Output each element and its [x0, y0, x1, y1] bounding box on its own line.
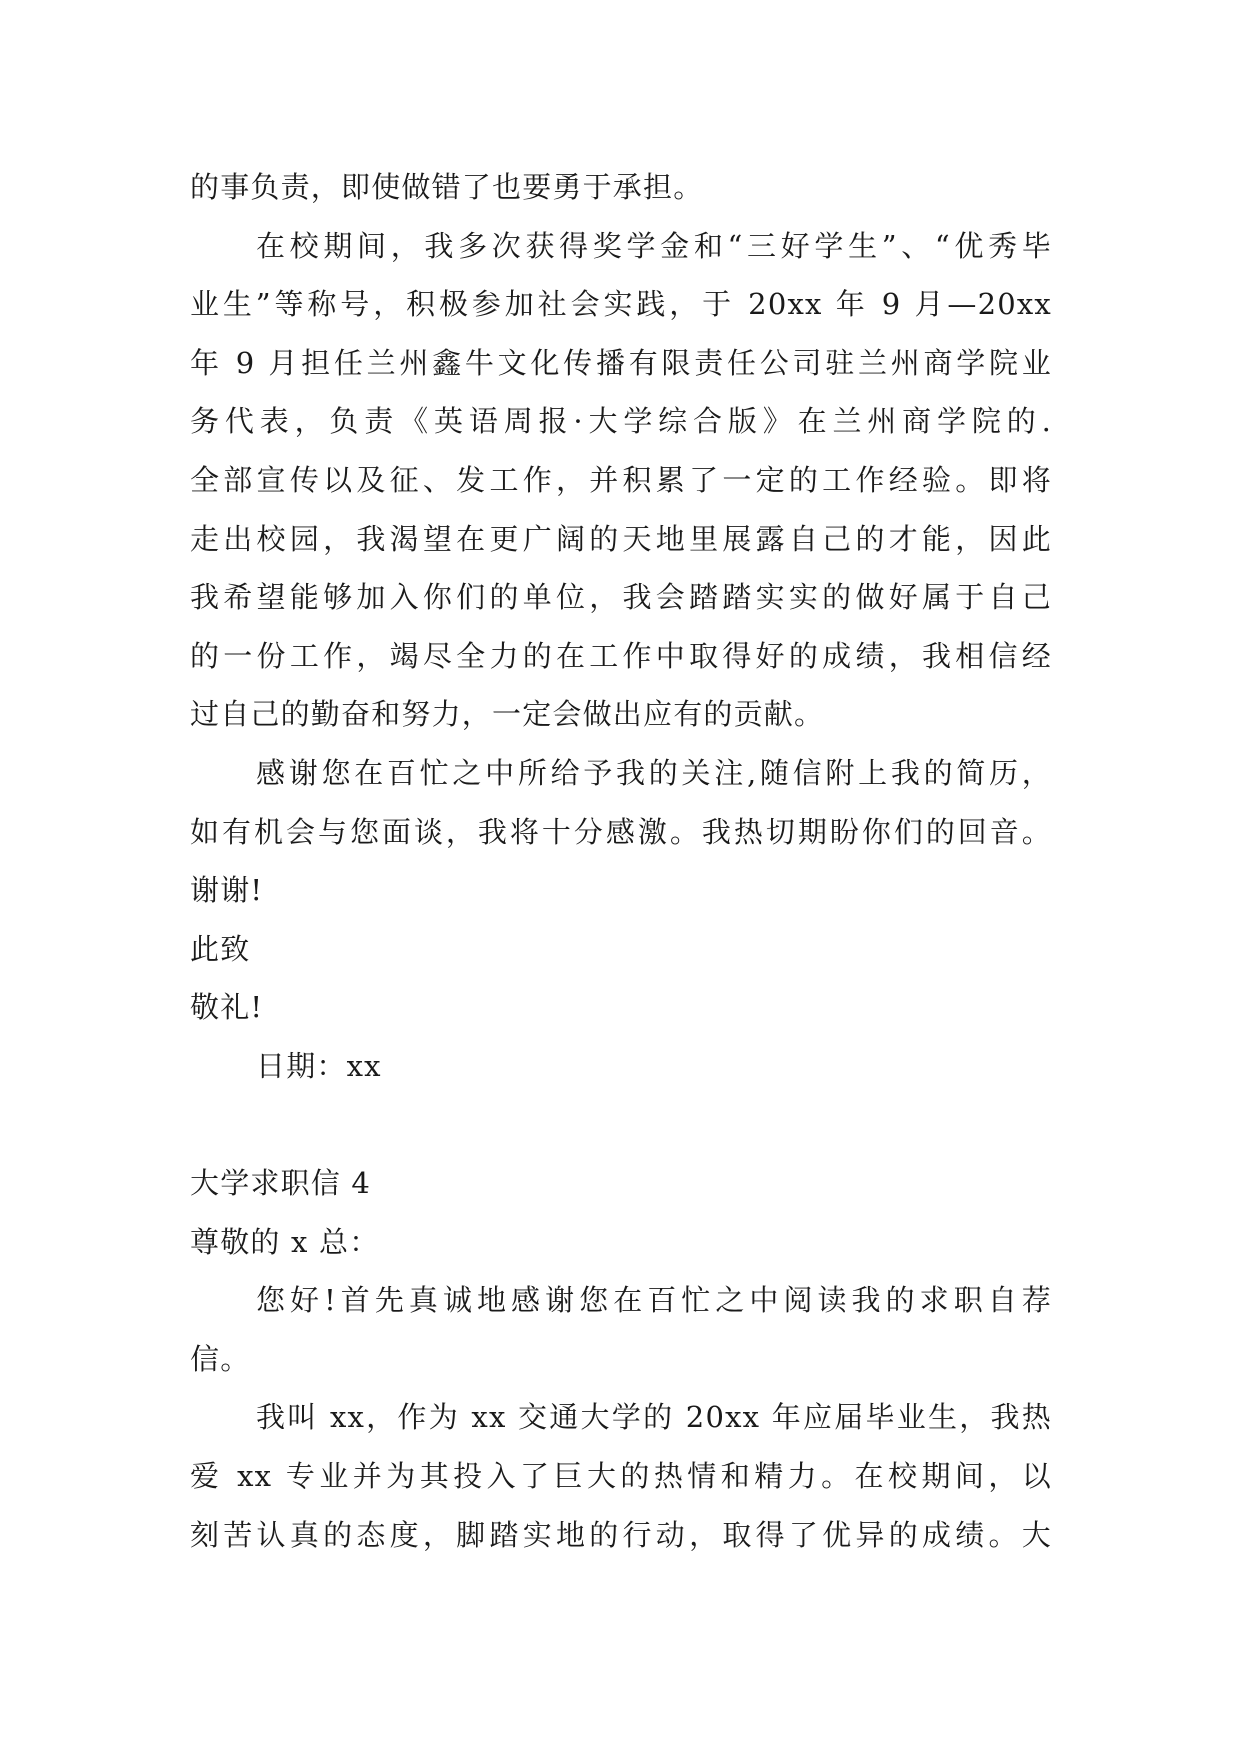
- text-line: 我希望能够加入你们的单位，我会踏踏实实的做好属于自己: [190, 580, 1052, 615]
- text-line: 刻苦认真的态度，脚踏实地的行动，取得了优异的成绩。大: [190, 1517, 1052, 1552]
- text-line: 您好!首先真诚地感谢您在百忙之中阅读我的求职自荐: [256, 1283, 1052, 1318]
- text-line: 业生”等称号，积极参加社会实践，于 20xx 年 9 月—20xx: [190, 287, 1052, 322]
- text-line: 全部宣传以及征、发工作，并积累了一定的工作经验。即将: [190, 462, 1052, 497]
- text-line: 年 9 月担任兰州鑫牛文化传播有限责任公司驻兰州商学院业: [190, 345, 1052, 380]
- text-line: 信。: [190, 1341, 251, 1376]
- document-page: [190, 158, 1052, 1564]
- text-line: 走出校园，我渴望在更广阔的天地里展露自己的才能，因此: [190, 521, 1052, 556]
- text-line: 此致: [190, 931, 251, 966]
- text-line: 的一份工作，竭尽全力的在工作中取得好的成绩，我相信经: [190, 638, 1052, 673]
- text-line: 过自己的勤奋和努力，一定会做出应有的贡献。: [190, 697, 825, 732]
- text-line: 敬礼!: [190, 990, 264, 1025]
- text-line: 感谢您在百忙之中所给予我的关注,随信附上我的简历，: [256, 755, 1052, 790]
- text-line: 的事负责，即使做错了也要勇于承担。: [190, 170, 704, 204]
- text-line: 爱 xx 专业并为其投入了巨大的热情和精力。在校期间，以: [190, 1459, 1052, 1494]
- section-heading: 大学求职信 4: [190, 1166, 372, 1201]
- salutation: 尊敬的 x 总：: [190, 1224, 380, 1259]
- text-line: 务代表，负责《英语周报·大学综合版》在兰州商学院的.: [190, 404, 1052, 439]
- text-line: 谢谢!: [190, 873, 264, 908]
- blank-spacer: [190, 1096, 1052, 1155]
- text-line: 在校期间，我多次获得奖学金和“三好学生”、“优秀毕: [256, 228, 1052, 263]
- text-line: 我叫 xx，作为 xx 交通大学的 20xx 年应届毕业生，我热: [256, 1400, 1052, 1435]
- text-line: 如有机会与您面谈，我将十分感激。我热切期盼你们的回音。: [190, 814, 1052, 849]
- date-line: 日期：xx: [256, 1048, 382, 1083]
